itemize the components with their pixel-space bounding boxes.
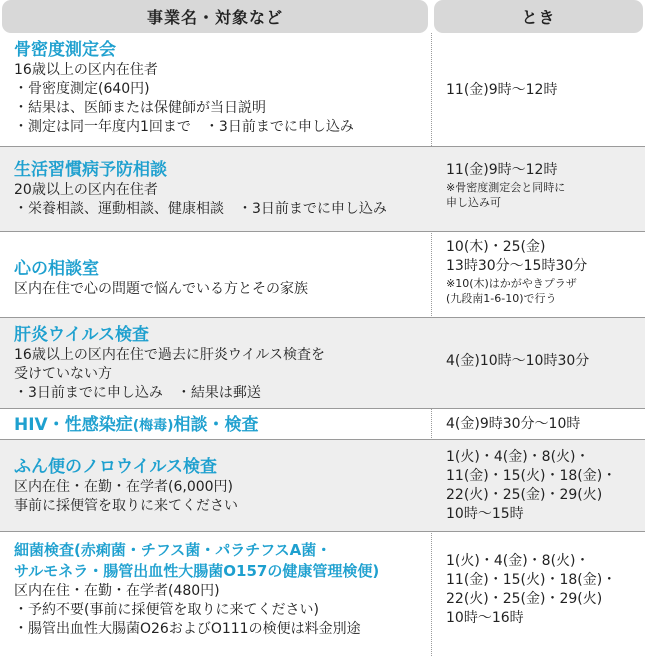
table-row	[0, 408, 645, 439]
event-title: 心の相談室	[14, 259, 99, 279]
event-time: 11(金)9時～12時	[446, 82, 558, 98]
event-title: HIV・性感染症(梅毒)相談・検査	[14, 415, 259, 435]
table-row	[0, 317, 645, 408]
event-detail: 20歳以上の区内在住者	[14, 182, 158, 198]
event-note: (九段南1-6-10)で行う	[446, 292, 557, 305]
event-title: 肝炎ウイルス検査	[14, 325, 149, 345]
event-title: ふん便のノロウイルス検査	[14, 457, 217, 477]
header-time: とき	[434, 0, 643, 33]
event-note: ※骨密度測定会と同時に	[446, 181, 566, 194]
event-detail: 16歳以上の区内在住者	[14, 62, 158, 78]
event-time: 13時30分～15時30分	[446, 258, 588, 274]
event-detail: ・3日前までに申し込み ・結果は郵送	[14, 385, 261, 401]
event-time: 4(金)10時～10時30分	[446, 353, 590, 369]
table-row	[0, 146, 645, 231]
event-detail: 区内在住で心の問題で悩んでいる方とその家族	[14, 281, 308, 297]
event-time: 4(金)9時30分～10時	[446, 416, 581, 432]
event-time: 22(火)・25(金)・29(火)	[446, 591, 603, 607]
event-time: 10時～16時	[446, 610, 524, 626]
event-detail: 16歳以上の区内在住で過去に肝炎ウイルス検査を	[14, 347, 325, 363]
event-detail: ・予約不要(事前に採便管を取りに来てください)	[14, 602, 319, 618]
event-detail: ・測定は同一年度内1回まで ・3日前までに申し込み	[14, 119, 354, 135]
event-time: 11(金)・15(火)・18(金)・	[446, 572, 617, 588]
event-title: 細菌検査(赤痢菌・チフス菌・パラチフスA菌・	[14, 541, 332, 559]
event-time: 11(金)・15(火)・18(金)・	[446, 468, 617, 484]
event-note: 申し込み可	[446, 196, 501, 209]
event-detail: ・腸管出血性大腸菌O26およびO111の検便は料金別途	[14, 621, 361, 637]
event-time: 11(金)9時～12時	[446, 162, 558, 178]
header-event-target: 事業名・対象など	[2, 0, 428, 33]
event-time: 10時～15時	[446, 506, 524, 522]
event-time: 10(木)・25(金)	[446, 239, 546, 255]
table-row	[0, 231, 645, 317]
table-row	[0, 439, 645, 531]
event-title: 骨密度測定会	[14, 40, 116, 60]
event-detail: 事前に採便管を取りに来てください	[14, 498, 238, 514]
event-time: 1(火)・4(金)・8(火)・	[446, 449, 590, 465]
table-row	[0, 531, 645, 656]
event-title: 生活習慣病予防相談	[14, 160, 167, 180]
event-detail: 区内在住・在勤・在学者(6,000円)	[14, 479, 234, 495]
event-note: ※10(木)はかがやきプラザ	[446, 277, 577, 290]
event-detail: ・栄養相談、運動相談、健康相談 ・3日前までに申し込み	[14, 201, 387, 217]
event-detail: ・結果は、医師または保健師が当日説明	[14, 100, 266, 116]
event-time: 1(火)・4(金)・8(火)・	[446, 553, 590, 569]
event-detail: 区内在住・在勤・在学者(480円)	[14, 583, 220, 599]
table-row	[0, 33, 645, 146]
event-detail: 受けていない方	[14, 366, 112, 382]
event-title-continued: サルモネラ・腸管出血性大腸菌O157の健康管理検便)	[14, 562, 380, 580]
event-detail: ・骨密度測定(640円)	[14, 81, 150, 97]
event-time: 22(火)・25(金)・29(火)	[446, 487, 603, 503]
